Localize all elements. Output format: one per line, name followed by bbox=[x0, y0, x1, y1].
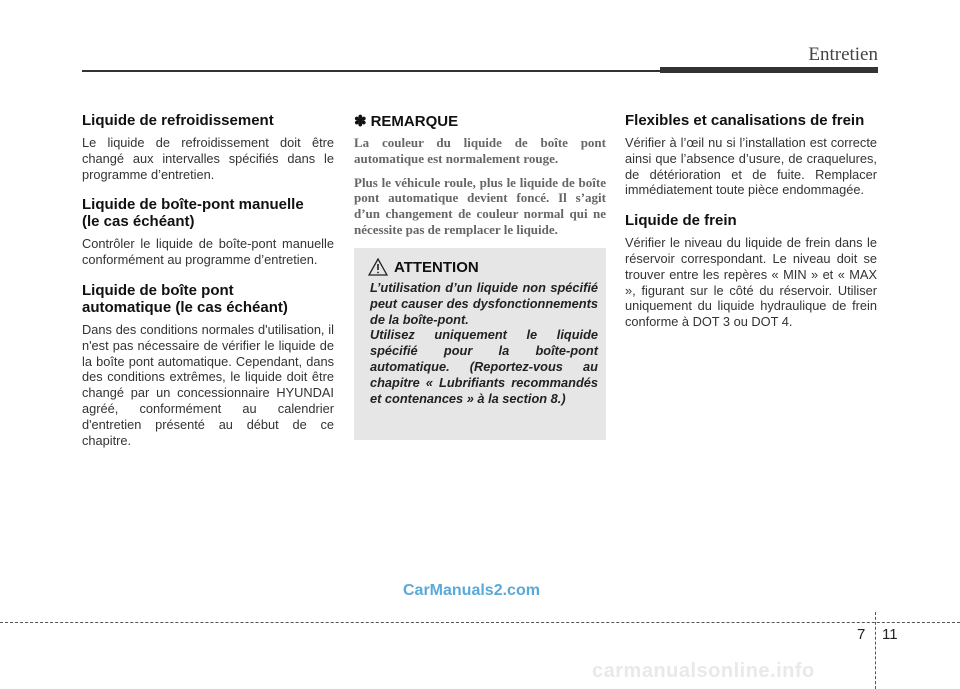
attention-paragraph: L’utilisation d’un liquide non spécifié peut causer des dysfonctionnements de la boîte-pont. bbox=[370, 280, 598, 327]
column-middle bbox=[354, 112, 606, 246]
remark-title: REMARQUE bbox=[370, 112, 459, 130]
remark-paragraph: La couleur du liquide de boîte pont automatique est normalement rouge. bbox=[354, 135, 606, 166]
warning-triangle-icon bbox=[368, 258, 388, 276]
footer-dashed-line bbox=[0, 622, 960, 623]
attention-box bbox=[354, 248, 606, 440]
section-body-manual-transaxle: Contrôler le liquide de boîte-pont manuelle conformément au programme d’entretien. bbox=[82, 236, 334, 268]
attention-text bbox=[370, 280, 598, 406]
attention-title: ATTENTION bbox=[394, 258, 479, 276]
section-body-brake-fluid: Vérifier le niveau du liquide de frein dans le réservoir correspondant. Le niveau doit se trouver entre les repères « MIN » et « MAX », figurant sur le côté du réservoir. Utiliser uniquement du liquide hydraulique de frein conforme à DOT 3 ou DOT 4. bbox=[625, 235, 877, 330]
title-line: automatique (le cas échéant) bbox=[82, 298, 288, 316]
page-number: 11 bbox=[882, 626, 898, 643]
header-rule bbox=[82, 70, 660, 72]
attention-paragraph: Utilisez uniquement le liquide spécifié pour la boîte-pont automatique. (Reportez-vous au chapitre « Lubrifiants recommandés et contenances » à la section 8.) bbox=[370, 327, 598, 406]
chapter-number: 7 bbox=[857, 626, 866, 643]
remark-heading bbox=[354, 112, 606, 130]
section-body-brake-hoses: Vérifier à l’œil nu si l’installation est correcte ainsi que l’absence d’usure, de craquelures, de détérioration et de fuite. Remplacer immédiatement toute pièce endommagée. bbox=[625, 135, 877, 198]
header-bar bbox=[660, 67, 878, 73]
section-body-automatic-transaxle: Dans des conditions normales d'utilisation, il n'est pas nécessaire de vérifier le liquide de la boîte pont automatique. Cependant, dans des conditions extrêmes, le liquide doit être changé par un concessionnaire HYUNDAI agréé, conformément au calendrier d'entretien présenté au début de ce chapitre. bbox=[82, 321, 334, 448]
column-left bbox=[82, 112, 334, 462]
section-title-manual-transaxle bbox=[82, 196, 334, 230]
title-line: (le cas échéant) bbox=[82, 213, 195, 231]
section-title-coolant: Liquide de refroidissement bbox=[82, 112, 274, 129]
section-title-brake-hoses: Flexibles et canalisations de frein bbox=[625, 112, 865, 129]
section-title-automatic-transaxle bbox=[82, 282, 334, 316]
footer-dashed-divider bbox=[875, 612, 876, 689]
bottom-watermark: carmanualsonline.info bbox=[592, 660, 815, 682]
section-title-brake-fluid: Liquide de frein bbox=[625, 212, 737, 230]
title-line: Liquide de boîte-pont manuelle bbox=[82, 196, 304, 214]
section-body-coolant: Le liquide de refroidissement doit être changé aux intervalles spécifiés dans le programme d’entretien. bbox=[82, 135, 334, 182]
watermark-logo: CarManuals2.com bbox=[403, 582, 540, 599]
remark-paragraph: Plus le véhicule roule, plus le liquide de boîte pont automatique devient foncé. Il s’agit d’un changement de couleur normal qui ne nécessite pas de remplacer le liquide. bbox=[354, 174, 606, 237]
attention-heading bbox=[368, 258, 479, 276]
column-right bbox=[625, 112, 877, 344]
remark-star-icon: ✽ bbox=[354, 113, 367, 130]
title-line: Liquide de boîte pont bbox=[82, 281, 234, 299]
page-header-title: Entretien bbox=[808, 44, 878, 65]
